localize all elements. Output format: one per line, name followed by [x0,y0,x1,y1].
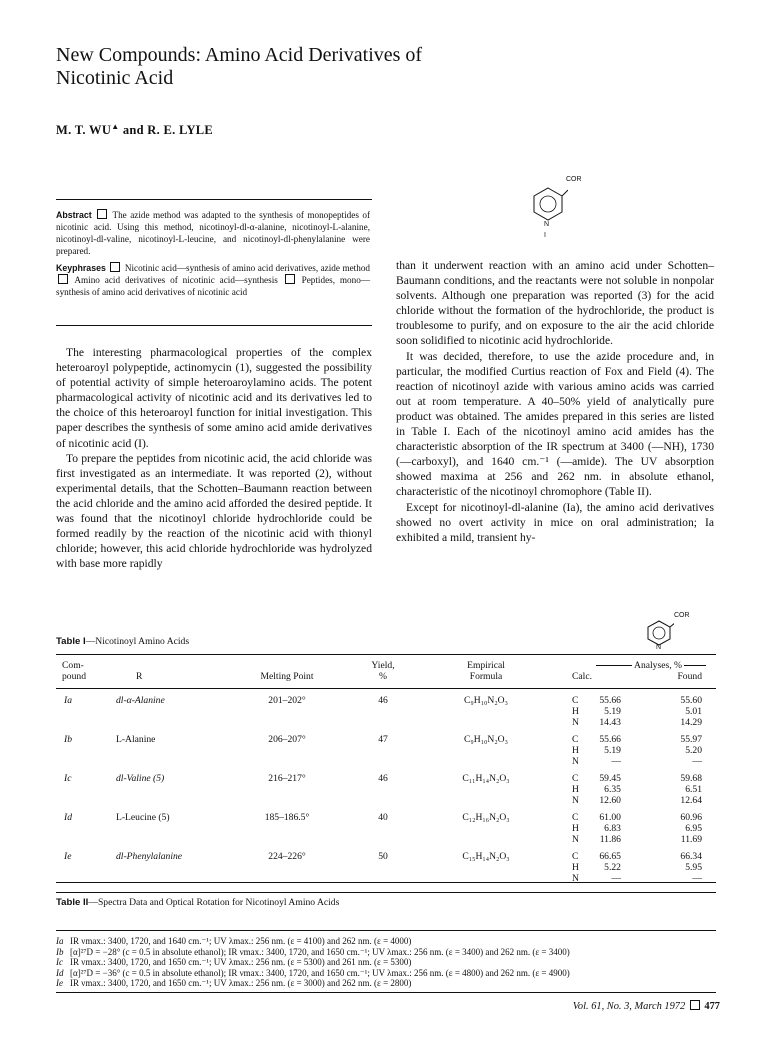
cell-calc-values: 66.65 5.22 — [599,851,621,884]
table2-data: IR νmax.: 3400, 1720, and 1650 cm.⁻¹; UV λmax.: 256 nm. (ε = 5300) and 261 nm. (ε = 5300) [70,957,412,967]
table2-body [56,936,716,989]
cell-formula: C₉H₁₀N₂O₃ [464,695,508,706]
table1-body [56,695,716,884]
col-header-yield: Yield, % [371,660,395,682]
col-header-melting-point: Melting Point [260,671,314,682]
table2-data: [α]²⁷D = −28° (c = 0.5 in absolute ethanol); IR νmax.: 3400, 1720, and 1650 cm.⁻¹; UV λmax.: 256 nm. (ε = 3400) and 262 nm. (ε = 3400) [70,946,570,957]
cell-calc [548,851,648,884]
analyses-rule-right [684,665,706,666]
box-icon [58,274,68,284]
analyses-label: Analyses, % [634,660,682,671]
title-line: Nicotinic Acid [56,67,174,89]
keyphrase: Amino acid derivatives of nicotinic acid—synthesis [74,275,278,285]
cell-yield: 46 [378,695,388,706]
table-row [56,773,716,806]
box-icon [285,274,295,284]
table2-compound: Ic [56,957,63,967]
box-icon [690,1000,700,1010]
cell-calc-values: 61.00 6.83 11.86 [599,812,621,845]
cell-yield: 47 [378,734,388,745]
cell-r: dl-Valine (5) [116,773,165,784]
paragraph: To prepare the peptides from nicotinic acid, the acid chloride was first investigated as an intermediate. It was reported (2), without experimental details, that the Schotten–Baumann reaction between the acid chloride and the amino acid afforded the desired peptide. It was found that the nicotinoyl chloride hydrochloride could be formed readily by the reaction of the nicotinic acid with thionyl chloride; however, this acid chloride hydrochloride was hydrolyzed with base more rapidly [56,451,372,571]
cell-mp: 185–186.5° [264,812,310,823]
table2-row [56,947,716,958]
cell-calc-values: 59.45 6.35 12.60 [599,773,621,806]
table2-compound: Ia [56,936,64,946]
table2-row [56,957,716,968]
substituent-label: COR [566,176,582,183]
col-header-compound: Com- pound [62,660,86,682]
table1-structure [644,612,704,652]
cell-yield: 40 [378,812,388,823]
structure-number: I [544,232,546,239]
table2-caption-label: Table II [56,897,89,908]
author: and R. E. LYLE [119,123,214,138]
cell-compound: Ie [64,851,72,862]
table-row [56,695,716,728]
keyphrases-heading: Keyphrases [56,263,106,273]
table2-row [56,978,716,989]
left-column [56,345,372,571]
abstract-text: The azide method was adapted to the synthesis of monopeptides of nicotinic acid. Using this method, nicotinoyl-dl-α-alanine, nicotinoyl-L-alanine, nicotinoyl-dl-valine, nicotinoyl-L-leucine, and nicotinoyl-dl-phenylalanine were prepared. [56,210,371,256]
pyridine-structure [528,176,598,239]
abstract-top-rule [56,199,372,200]
col-header-r: R [136,671,143,682]
col-header-analyses [548,660,716,671]
cell-found: 66.34 5.95 — [680,851,702,884]
cell-calc [548,695,648,728]
table2-caption [56,897,339,908]
pyridine-ring-icon [528,184,568,224]
cell-compound: Ic [64,773,72,784]
cell-found: 55.60 5.01 14.29 [680,695,702,728]
cell-yield: 50 [378,851,388,862]
cell-elements: C H N [572,773,579,806]
cell-compound: Ib [64,734,72,745]
table-row [56,812,716,845]
cell-calc-values: 55.66 5.19 14.43 [599,695,621,728]
table1-bottom-rule [56,882,716,883]
table2-bottom-rule [56,992,716,993]
keyphrase: Peptides, mono—synthesis of amino acid derivatives of nicotinic acid [56,275,371,297]
cell-r: L-Leucine (5) [116,812,170,823]
table2-top-rule [56,892,716,893]
cell-compound: Ia [64,695,72,706]
cell-compound: Id [64,812,72,823]
cell-formula: C₁₁H₁₄N₂O₃ [462,773,510,784]
table2-row [56,968,716,979]
author-mark: ▲ [111,122,120,131]
cell-elements: C H N [572,812,579,845]
right-column [396,258,714,545]
cell-calc [548,734,648,767]
paragraph: Except for nicotinoyl-dl-alanine (Ia), the amino acid derivatives showed no overt activity in mice on oral administration; Ia exhibited a mild, transient hy- [396,500,714,544]
cell-mp: 206–207° [268,734,306,745]
author: M. T. WU [56,123,112,138]
col-header-found: Found [677,671,702,682]
col-header-calc: Calc. [572,671,592,682]
abstract-bottom-rule [56,325,372,326]
table2-compound: Ie [56,978,63,988]
page-footer [573,1000,720,1012]
cell-elements: C H N [572,734,579,767]
table2-data: IR νmax.: 3400, 1720, and 1640 cm.⁻¹; UV λmax.: 256 nm. (ε = 4100) and 262 nm. (ε = 4000) [70,936,412,946]
table1-caption-label: Table I [56,636,86,647]
cell-r: dl-α-Alanine [116,695,165,706]
table1 [56,660,716,884]
cell-r: dl-Phenylalanine [116,851,183,862]
table2-compound: Ib [56,946,64,957]
box-icon [97,209,107,219]
ring-atom-label: N [656,644,662,651]
author-line [56,122,213,138]
abstract-block [56,209,370,303]
table2-row [56,936,716,947]
cell-yield: 46 [378,773,388,784]
cell-elements: C H N [572,695,579,728]
substituent-label: COR [674,612,690,619]
cell-calc-values: 55.66 5.19 — [599,734,621,767]
box-icon [110,262,120,272]
title-line: New Compounds: Amino Acid Derivatives of [56,44,423,66]
article-title [56,44,616,90]
table1-caption [56,636,189,647]
table-row [56,851,716,884]
paragraph: The interesting pharmacological properties of the complex heteroaroyl polypeptide, actinomycin (1), suggested the possibility of potential activity of simple heteroaroylamino acids. The potent pharmacological activity of nicotinic acid and its derivatives led to the choice of this heteroaroyl function for initial investigation. This paper describes the synthesis of some amino acid amide derivatives of nicotinic acid (I). [56,346,372,450]
cell-found: 60.96 6.95 11.69 [680,812,702,845]
cell-elements: C H N [572,851,579,884]
cell-mp: 224–226° [268,851,306,862]
cell-formula: C₁₂H₁₆N₂O₃ [462,812,510,823]
cell-found: 59.68 6.51 12.64 [680,773,702,806]
cell-mp: 216–217° [268,773,306,784]
analyses-rule-left [596,665,632,666]
table2-data: IR νmax.: 3400, 1720, and 1650 cm.⁻¹; UV λmax.: 256 nm. (ε = 3000) and 262 nm. (ε = 2800) [70,978,412,988]
paragraph: than it underwent reaction with an amino acid under Schotten–Baumann conditions, and the reactants were not soluble in nonpolar solvents. Although one preparation was reported (3) for the acid chloride without the formation of the hydrochloride, the product is troublesome to purify, and on exposure to the air the acid chloride soon solidified to nicotinic acid hydrochloride. [396,259,714,348]
table2-header-rule [56,930,716,931]
cell-calc [548,773,648,806]
journal-citation: Vol. 61, No. 3, March 1972 [572,1001,686,1012]
abstract-heading: Abstract [56,210,92,220]
cell-formula: C₁₅H₁₄N₂O₃ [462,851,510,862]
table-row [56,734,716,767]
table1-top-rule [56,654,716,655]
table2-caption-text: —Spectra Data and Optical Rotation for Nicotinoyl Amino Acids [88,897,340,908]
col-header-formula: Empirical Formula [467,660,505,682]
cell-r: L-Alanine [116,734,156,745]
cell-formula: C₉H₁₀N₂O₃ [464,734,508,745]
keyphrase: Nicotinic acid—synthesis of amino acid derivatives, azide method [124,263,371,273]
ring-atom-label: N [544,221,550,228]
cell-calc [548,812,648,845]
table2-compound: Id [56,967,64,978]
page-number: 477 [704,1001,720,1012]
cell-found: 55.97 5.20 — [680,734,702,767]
cell-mp: 201–202° [268,695,306,706]
table2-data: [α]²⁷D = −36° (c = 0.5 in absolute ethanol); IR νmax.: 3400, 1720, and 1650 cm.⁻¹; UV λmax.: 256 nm. (ε = 4800) and 262 nm. (ε = 4900) [70,967,570,978]
paragraph: It was decided, therefore, to use the azide procedure and, in particular, the modified Curtius reaction of Fox and Field (4). The reaction of nicotinoyl azide with various amino acids was carried out at room temperature. A 40–50% yield of analytically pure product was obtained. The amides prepared in this series are listed in Table I. Each of the nicotinoyl amino acid amides has the characteristic absorption of the IR spectrum at 3400 (—NH), 1730 (—carboxyl), and 1640 cm.⁻¹ (—amide). The UV absorption showed maxima at 256 and 262 nm. in absolute ethanol, characteristic of the nicotinoyl chromophore (Table II). [396,349,714,499]
table1-caption-text: —Nicotinoyl Amino Acids [85,636,190,647]
